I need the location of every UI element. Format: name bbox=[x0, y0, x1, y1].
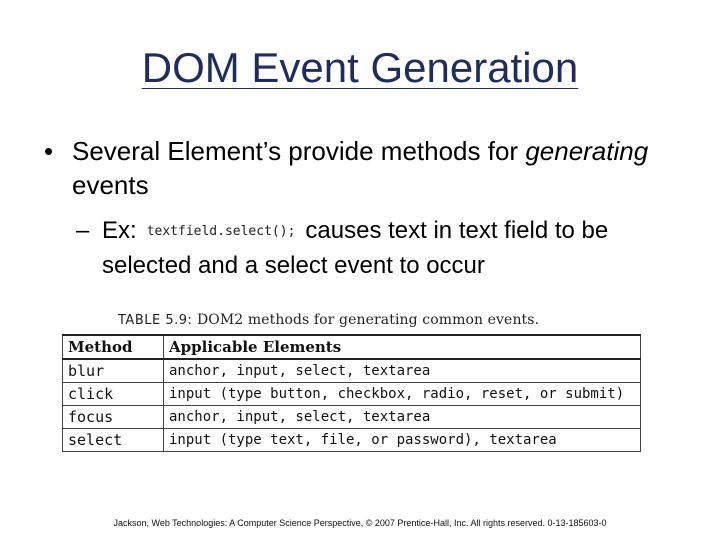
method-cell: focus bbox=[63, 406, 164, 429]
main-bullet bbox=[44, 134, 684, 202]
table-row bbox=[63, 429, 641, 452]
slide-footer: Jackson, Web Technologies: A Computer Science Perspective, © 2007 Prentice-Hall, Inc. All rights reserved. 0-13-185603-0 bbox=[113, 518, 607, 528]
method-cell: blur bbox=[63, 359, 164, 383]
sub-bullet bbox=[76, 214, 692, 283]
header-method: Method bbox=[63, 335, 164, 359]
table-row bbox=[63, 359, 641, 383]
sub-bullet-text: causes text in text field to be selected and a select event to occur bbox=[102, 217, 609, 279]
elements-cell: anchor, input, select, textarea bbox=[164, 406, 641, 429]
bullet-symbol: • bbox=[44, 136, 54, 166]
table-row bbox=[63, 383, 641, 406]
table-header-row bbox=[63, 335, 641, 359]
table-row bbox=[63, 406, 641, 429]
header-applicable-elements: Applicable Elements bbox=[164, 335, 641, 359]
method-cell: click bbox=[63, 383, 164, 406]
elements-cell: input (type text, file, or password), textarea bbox=[164, 429, 641, 452]
bullet-text-italic: generating bbox=[525, 136, 649, 166]
code-snippet: textfield.select(); bbox=[146, 224, 296, 239]
method-cell: select bbox=[63, 429, 164, 452]
dom2-methods-table bbox=[62, 334, 641, 452]
slide-title: DOM Event Generation bbox=[141, 44, 579, 91]
bullet-text bbox=[44, 134, 684, 202]
elements-cell: anchor, input, select, textarea bbox=[164, 359, 641, 383]
elements-cell: input (type button, checkbox, radio, reset, or submit) bbox=[164, 383, 641, 406]
bullet-text-start: Several Element’s provide methods for bbox=[72, 136, 526, 166]
bullet-text-end: events bbox=[72, 170, 149, 200]
sub-bullet-dash: – bbox=[76, 217, 90, 244]
table-caption bbox=[118, 312, 539, 328]
table-caption-label: TABLE 5.9: bbox=[118, 313, 193, 328]
sub-bullet-prefix: Ex: bbox=[102, 217, 137, 244]
table-caption-text: DOM2 methods for generating common events. bbox=[196, 312, 540, 328]
